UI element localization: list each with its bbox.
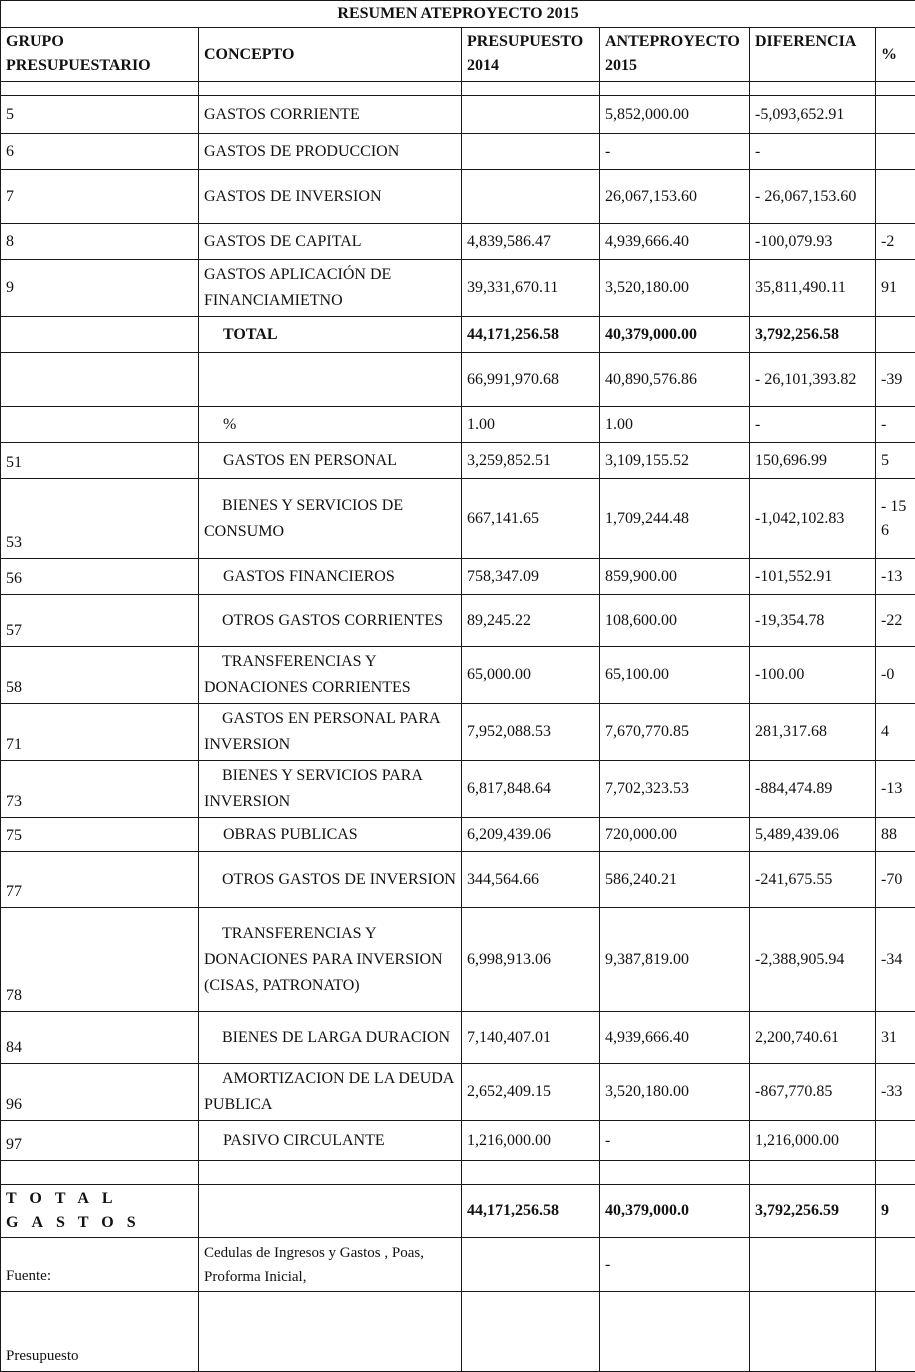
cell-concepto: GASTOS EN PERSONAL PARA INVERSION bbox=[199, 704, 462, 761]
cell-percent bbox=[876, 1238, 915, 1292]
cell-presupuesto: 3,259,852.51 bbox=[462, 443, 600, 479]
cell-diferencia: -867,770.85 bbox=[750, 1064, 876, 1121]
cell-grupo: 96 bbox=[1, 1064, 199, 1121]
header-anteproyecto: ANTEPROYECTO 2015 bbox=[600, 28, 750, 82]
table-row bbox=[1, 260, 915, 317]
cell-grupo: 97 bbox=[1, 1121, 199, 1161]
cell-percent: -13 bbox=[876, 559, 915, 595]
cell-presupuesto: 65,000.00 bbox=[462, 647, 600, 704]
cell-percent: -34 bbox=[876, 908, 915, 1012]
cell-grupo: TOTAL GASTOS bbox=[1, 1185, 199, 1238]
cell-concepto: GASTOS EN PERSONAL bbox=[199, 443, 462, 479]
cell-concepto: GASTOS CORRIENTE bbox=[199, 96, 462, 134]
cell-diferencia: -101,552.91 bbox=[750, 559, 876, 595]
table-row bbox=[1, 353, 915, 407]
cell-presupuesto: 6,998,913.06 bbox=[462, 908, 600, 1012]
table-row bbox=[1, 647, 915, 704]
total-row bbox=[1, 317, 915, 353]
cell-anteproyecto: 3,520,180.00 bbox=[600, 260, 750, 317]
cell-grupo: 56 bbox=[1, 559, 199, 595]
cell-diferencia: - bbox=[750, 134, 876, 170]
cell-presupuesto: 44,171,256.58 bbox=[462, 1185, 600, 1238]
cell-anteproyecto: 7,702,323.53 bbox=[600, 761, 750, 818]
cell-percent: -2 bbox=[876, 224, 915, 260]
header-grupo: GRUPO PRESUPUESTARIO bbox=[1, 28, 199, 82]
cell-presupuesto: 7,140,407.01 bbox=[462, 1012, 600, 1064]
cell-presupuesto: 2,652,409.15 bbox=[462, 1064, 600, 1121]
cell-presupuesto: 44,171,256.58 bbox=[462, 317, 600, 353]
cell-concepto bbox=[199, 1185, 462, 1238]
header-percent: % bbox=[876, 28, 915, 82]
cell-presupuesto: 667,141.65 bbox=[462, 479, 600, 559]
cell-anteproyecto: - bbox=[600, 1121, 750, 1161]
cell-anteproyecto: 1,709,244.48 bbox=[600, 479, 750, 559]
cell-presupuesto: 344,564.66 bbox=[462, 852, 600, 908]
cell-grupo: 73 bbox=[1, 761, 199, 818]
footer-presupuesto-label: Presupuesto bbox=[1, 1292, 199, 1372]
cell-grupo: 8 bbox=[1, 224, 199, 260]
table-row bbox=[1, 82, 915, 96]
source-label: Fuente: bbox=[1, 1238, 199, 1292]
cell-diferencia: -241,675.55 bbox=[750, 852, 876, 908]
cell-anteproyecto: 4,939,666.40 bbox=[600, 1012, 750, 1064]
table-row bbox=[1, 1121, 915, 1161]
cell-presupuesto: 89,245.22 bbox=[462, 595, 600, 647]
cell-diferencia: 35,811,490.11 bbox=[750, 260, 876, 317]
table-row bbox=[1, 818, 915, 852]
cell-presupuesto: 39,331,670.11 bbox=[462, 260, 600, 317]
cell-grupo bbox=[1, 353, 199, 407]
cell-percent: -39 bbox=[876, 353, 915, 407]
cell-concepto: BIENES Y SERVICIOS PARA INVERSION bbox=[199, 761, 462, 818]
cell-diferencia: 3,792,256.58 bbox=[750, 317, 876, 353]
cell-diferencia: -1,042,102.83 bbox=[750, 479, 876, 559]
table-row bbox=[1, 170, 915, 224]
cell-anteproyecto: 1.00 bbox=[600, 407, 750, 443]
table-row bbox=[1, 1064, 915, 1121]
cell-anteproyecto: 40,379,000.00 bbox=[600, 317, 750, 353]
table-row bbox=[1, 134, 915, 170]
cell-diferencia: -100,079.93 bbox=[750, 224, 876, 260]
cell-diferencia: 2,200,740.61 bbox=[750, 1012, 876, 1064]
cell-concepto: TRANSFERENCIAS Y DONACIONES PARA INVERSION (CISAS, PATRONATO) bbox=[199, 908, 462, 1012]
cell-grupo: 57 bbox=[1, 595, 199, 647]
table-row bbox=[1, 852, 915, 908]
cell-percent: 9 bbox=[876, 1185, 915, 1238]
table-row bbox=[1, 761, 915, 818]
cell-concepto: TOTAL bbox=[199, 317, 462, 353]
cell-grupo bbox=[1, 407, 199, 443]
cell-presupuesto: 4,839,586.47 bbox=[462, 224, 600, 260]
table-row bbox=[1, 224, 915, 260]
cell-diferencia: - 26,067,153.60 bbox=[750, 170, 876, 224]
cell-anteproyecto: 5,852,000.00 bbox=[600, 96, 750, 134]
cell-diferencia: 1,216,000.00 bbox=[750, 1121, 876, 1161]
cell-presupuesto bbox=[462, 1292, 600, 1372]
cell-percent bbox=[876, 1292, 915, 1372]
cell-diferencia: -884,474.89 bbox=[750, 761, 876, 818]
header-presupuesto: PRESUPUESTO 2014 bbox=[462, 28, 600, 82]
cell-percent: 5 bbox=[876, 443, 915, 479]
cell-anteproyecto: - bbox=[600, 1238, 750, 1292]
cell-diferencia: 150,696.99 bbox=[750, 443, 876, 479]
cell-anteproyecto: 40,890,576.86 bbox=[600, 353, 750, 407]
table-row bbox=[1, 1012, 915, 1064]
cell-concepto: GASTOS APLICACIÓN DE FINANCIAMIETNO bbox=[199, 260, 462, 317]
cell-anteproyecto: 3,520,180.00 bbox=[600, 1064, 750, 1121]
cell-concepto: GASTOS DE INVERSION bbox=[199, 170, 462, 224]
cell-presupuesto bbox=[462, 170, 600, 224]
cell-concepto: GASTOS DE PRODUCCION bbox=[199, 134, 462, 170]
cell-grupo: 78 bbox=[1, 908, 199, 1012]
cell-grupo bbox=[1, 317, 199, 353]
cell-concepto: AMORTIZACION DE LA DEUDA PUBLICA bbox=[199, 1064, 462, 1121]
cell-percent: 4 bbox=[876, 704, 915, 761]
table-row bbox=[1, 1161, 915, 1185]
grand-total-row bbox=[1, 1185, 915, 1238]
cell-anteproyecto bbox=[600, 1292, 750, 1372]
cell-anteproyecto: 65,100.00 bbox=[600, 647, 750, 704]
footer-row bbox=[1, 1292, 915, 1372]
cell-anteproyecto: 108,600.00 bbox=[600, 595, 750, 647]
cell-grupo: 75 bbox=[1, 818, 199, 852]
table-row bbox=[1, 704, 915, 761]
cell-anteproyecto: 40,379,000.0 bbox=[600, 1185, 750, 1238]
cell-percent: -33 bbox=[876, 1064, 915, 1121]
cell-anteproyecto: 3,109,155.52 bbox=[600, 443, 750, 479]
header-diferencia: DIFERENCIA bbox=[750, 28, 876, 82]
cell-diferencia bbox=[750, 1238, 876, 1292]
cell-presupuesto: 1,216,000.00 bbox=[462, 1121, 600, 1161]
cell-percent bbox=[876, 134, 915, 170]
cell-diferencia: - bbox=[750, 407, 876, 443]
cell-concepto bbox=[199, 1292, 462, 1372]
cell-concepto: GASTOS FINANCIEROS bbox=[199, 559, 462, 595]
cell-percent bbox=[876, 96, 915, 134]
cell-grupo: 51 bbox=[1, 443, 199, 479]
cell-anteproyecto: 26,067,153.60 bbox=[600, 170, 750, 224]
cell-grupo: 84 bbox=[1, 1012, 199, 1064]
cell-percent bbox=[876, 170, 915, 224]
cell-presupuesto bbox=[462, 1238, 600, 1292]
cell-presupuesto: 66,991,970.68 bbox=[462, 353, 600, 407]
cell-diferencia: -5,093,652.91 bbox=[750, 96, 876, 134]
cell-concepto: OTROS GASTOS CORRIENTES bbox=[199, 595, 462, 647]
cell-grupo: 71 bbox=[1, 704, 199, 761]
table-row bbox=[1, 559, 915, 595]
cell-presupuesto: 6,209,439.06 bbox=[462, 818, 600, 852]
cell-percent: - 15 6 bbox=[876, 479, 915, 559]
table-row bbox=[1, 407, 915, 443]
cell-concepto: BIENES DE LARGA DURACION bbox=[199, 1012, 462, 1064]
table-title: RESUMEN ATEPROYECTO 2015 bbox=[1, 1, 915, 28]
cell-grupo: 6 bbox=[1, 134, 199, 170]
cell-concepto: PASIVO CIRCULANTE bbox=[199, 1121, 462, 1161]
cell-presupuesto bbox=[462, 134, 600, 170]
table-row bbox=[1, 908, 915, 1012]
table-row bbox=[1, 96, 915, 134]
cell-presupuesto bbox=[462, 96, 600, 134]
title-row bbox=[1, 1, 915, 28]
cell-anteproyecto: 4,939,666.40 bbox=[600, 224, 750, 260]
cell-concepto: TRANSFERENCIAS Y DONACIONES CORRIENTES bbox=[199, 647, 462, 704]
cell-presupuesto: 7,952,088.53 bbox=[462, 704, 600, 761]
cell-percent: -22 bbox=[876, 595, 915, 647]
cell-grupo: 53 bbox=[1, 479, 199, 559]
cell-anteproyecto: 720,000.00 bbox=[600, 818, 750, 852]
cell-anteproyecto: 859,900.00 bbox=[600, 559, 750, 595]
header-row bbox=[1, 28, 915, 82]
cell-percent bbox=[876, 1121, 915, 1161]
cell-concepto bbox=[199, 353, 462, 407]
cell-diferencia: -100.00 bbox=[750, 647, 876, 704]
table-row bbox=[1, 479, 915, 559]
cell-percent: -0 bbox=[876, 647, 915, 704]
cell-percent: 88 bbox=[876, 818, 915, 852]
source-row bbox=[1, 1238, 915, 1292]
cell-diferencia: - 26,101,393.82 bbox=[750, 353, 876, 407]
cell-percent: - bbox=[876, 407, 915, 443]
cell-concepto: OTROS GASTOS DE INVERSION bbox=[199, 852, 462, 908]
cell-concepto: OBRAS PUBLICAS bbox=[199, 818, 462, 852]
cell-percent bbox=[876, 317, 915, 353]
cell-presupuesto: 758,347.09 bbox=[462, 559, 600, 595]
cell-concepto: BIENES Y SERVICIOS DE CONSUMO bbox=[199, 479, 462, 559]
cell-percent: 31 bbox=[876, 1012, 915, 1064]
cell-percent: -70 bbox=[876, 852, 915, 908]
source-text: Cedulas de Ingresos y Gastos , Poas, Proforma Inicial, bbox=[199, 1238, 462, 1292]
table-row bbox=[1, 595, 915, 647]
cell-anteproyecto: 9,387,819.00 bbox=[600, 908, 750, 1012]
cell-presupuesto: 6,817,848.64 bbox=[462, 761, 600, 818]
cell-anteproyecto: 586,240.21 bbox=[600, 852, 750, 908]
header-concepto: CONCEPTO bbox=[199, 28, 462, 82]
cell-concepto: % bbox=[199, 407, 462, 443]
cell-grupo: 7 bbox=[1, 170, 199, 224]
cell-grupo: 5 bbox=[1, 96, 199, 134]
cell-anteproyecto: - bbox=[600, 134, 750, 170]
cell-diferencia bbox=[750, 1292, 876, 1372]
cell-diferencia: -19,354.78 bbox=[750, 595, 876, 647]
cell-grupo: 77 bbox=[1, 852, 199, 908]
table-row bbox=[1, 443, 915, 479]
cell-presupuesto: 1.00 bbox=[462, 407, 600, 443]
cell-grupo: 9 bbox=[1, 260, 199, 317]
cell-diferencia: 281,317.68 bbox=[750, 704, 876, 761]
cell-percent: -13 bbox=[876, 761, 915, 818]
cell-grupo: 58 bbox=[1, 647, 199, 704]
cell-diferencia: -2,388,905.94 bbox=[750, 908, 876, 1012]
cell-concepto: GASTOS DE CAPITAL bbox=[199, 224, 462, 260]
cell-diferencia: 5,489,439.06 bbox=[750, 818, 876, 852]
cell-percent: 91 bbox=[876, 260, 915, 317]
cell-diferencia: 3,792,256.59 bbox=[750, 1185, 876, 1238]
cell-anteproyecto: 7,670,770.85 bbox=[600, 704, 750, 761]
